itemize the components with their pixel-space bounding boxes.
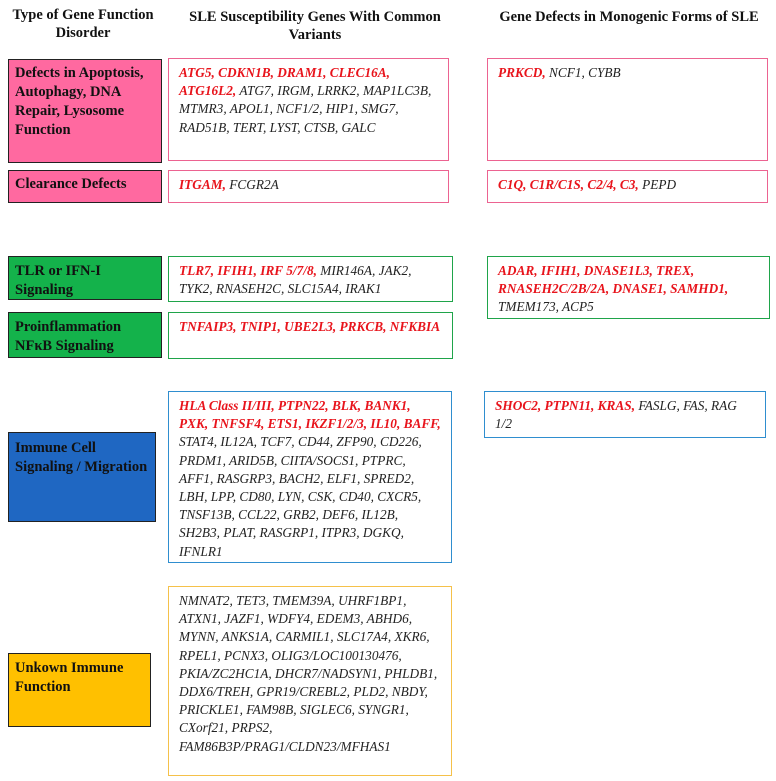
header-monogenic: Gene Defects in Monogenic Forms of SLE bbox=[499, 9, 759, 25]
monogenic-clearance: C1Q, C1R/C1S, C2/4, C3, PEPD bbox=[487, 170, 768, 203]
common-variants-clearance: ITGAM, FCGR2A bbox=[168, 170, 449, 203]
category-apoptosis: Defects in Apoptosis, Autophagy, DNA Repair, Lysosome Function bbox=[8, 59, 162, 163]
category-tlr-ifn: TLR or IFN-I Signaling bbox=[8, 256, 162, 300]
monogenic-apoptosis: PRKCD, NCF1, CYBB bbox=[487, 58, 768, 161]
common-variants-apoptosis: ATG5, CDKN1B, DRAM1, CLEC16A, ATG16L2, ATG7, IRGM, LRRK2, MAP1LC3B, MTMR3, APOL1, NCF1/2, HIP1, SMG7, RAD51B, TERT, LYST, CTSB, GALC bbox=[168, 58, 449, 161]
header-gene-function-type: Type of Gene Function Disorder bbox=[12, 7, 154, 41]
category-immune-signaling: Immune Cell Signaling / Migration bbox=[8, 432, 156, 522]
category-unknown-function: Unkown Immune Function bbox=[8, 653, 151, 727]
common-variants-nfkb: TNFAIP3, TNIP1, UBE2L3, PRKCB, NFKBIA bbox=[168, 312, 453, 359]
header-common-variants: SLE Susceptibility Genes With Common Variants bbox=[189, 9, 441, 43]
monogenic-tlr-ifn: ADAR, IFIH1, DNASE1L3, TREX, RNASEH2C/2B/2A, DNASE1, SAMHD1, TMEM173, ACP5 bbox=[487, 256, 770, 319]
category-nfkb: Proinflammation NFκB Signaling bbox=[8, 312, 162, 358]
common-variants-tlr-ifn: TLR7, IFIH1, IRF 5/7/8, MIR146A, JAK2, TYK2, RNASEH2C, SLC15A4, IRAK1 bbox=[168, 256, 453, 302]
monogenic-immune-signaling: SHOC2, PTPN11, KRAS, FASLG, FAS, RAG 1/2 bbox=[484, 391, 766, 438]
common-variants-unknown-function: NMNAT2, TET3, TMEM39A, UHRF1BP1, ATXN1, JAZF1, WDFY4, EDEM3, ABHD6, MYNN, ANKS1A, CARMIL1, SLC17A4, XKR6, RPEL1, PCNX3, OLIG3/LOC100130476, PKIA/ZC2HC1A, DHCR7/NADSYN1, PHLDB1, DDX6/TREH, GPR19/CREBL2, PLD2, NBDY, PRICKLE1, FAM98B, SIGLEC6, SYNGR1, CXorf21, PRPS2, FAM86B3P/PRAG1/CLDN23/MFHAS1 bbox=[168, 586, 452, 776]
category-clearance: Clearance Defects bbox=[8, 170, 162, 203]
common-variants-immune-signaling: HLA Class II/III, PTPN22, BLK, BANK1, PXK, TNFSF4, ETS1, IKZF1/2/3, IL10, BAFF, STAT4, IL12A, TCF7, CD44, ZFP90, CD226, PRDM1, ARID5B, CIITA/SOCS1, PTPRC, AFF1, RASGRP3, BACH2, ELF1, SPRED2, LBH, LPP, CD80, LYN, CSK, CD40, CXCR5, TNSF13B, CCL22, GRB2, DEF6, IL12B, SH2B3, PLAT, RASGRP1, ITPR3, DGKQ, IFNLR1 bbox=[168, 391, 452, 563]
